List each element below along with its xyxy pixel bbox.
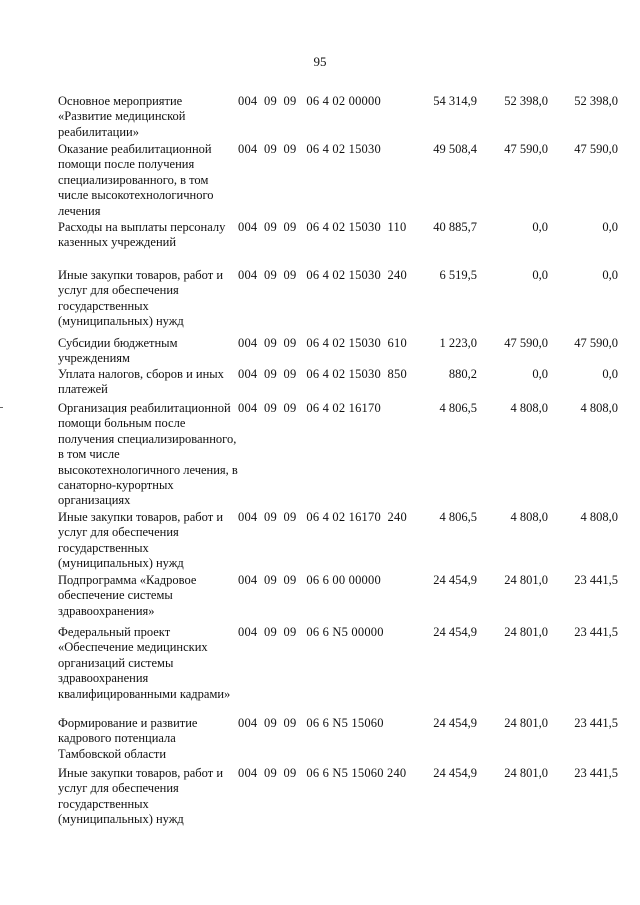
row-value-2: 0,0 bbox=[532, 220, 548, 234]
row-value-3: 47 590,0 bbox=[574, 142, 618, 156]
row-value-3: 4 808,0 bbox=[580, 401, 618, 415]
row-codes: 004 09 09 06 4 02 15030 110 bbox=[238, 220, 407, 234]
row-codes: 004 09 09 06 4 02 15030 240 bbox=[238, 268, 407, 282]
row-name: Федеральный проект «Обеспечение медицинских организаций системы здравоохранения квалифицированными кадрами» bbox=[58, 625, 231, 701]
row-value-1: 6 519,5 bbox=[439, 268, 477, 282]
row-value-2: 0,0 bbox=[532, 367, 548, 381]
page-number: 95 bbox=[313, 54, 327, 69]
row-name: Основное мероприятие «Развитие медицинской реабилитации» bbox=[58, 94, 186, 139]
row-codes: 004 09 09 06 4 02 15030 610 bbox=[238, 336, 407, 350]
row-codes: 004 09 09 06 6 00 00000 bbox=[238, 573, 381, 587]
row-codes: 004 09 09 06 4 02 15030 850 bbox=[238, 367, 407, 381]
row-value-3: 47 590,0 bbox=[574, 336, 618, 350]
row-codes: 004 09 09 06 4 02 15030 bbox=[238, 142, 381, 156]
row-value-3: 23 441,5 bbox=[574, 766, 618, 780]
row-value-3: 52 398,0 bbox=[574, 94, 618, 108]
row-value-2: 4 808,0 bbox=[510, 401, 548, 415]
row-value-2: 0,0 bbox=[532, 268, 548, 282]
row-codes: 004 09 09 06 6 N5 15060 bbox=[238, 716, 384, 730]
row-name: Иные закупки товаров, работ и услуг для обеспечения государственных (муниципальных) нужд bbox=[58, 268, 224, 329]
row-codes: 004 09 09 06 6 N5 15060 240 bbox=[238, 766, 407, 780]
row-value-1: 4 806,5 bbox=[439, 510, 477, 524]
row-name: Иные закупки товаров, работ и услуг для обеспечения государственных (муниципальных) нужд bbox=[58, 766, 224, 827]
row-value-2: 47 590,0 bbox=[504, 336, 548, 350]
row-value-3: 0,0 bbox=[602, 367, 618, 381]
row-value-1: 24 454,9 bbox=[433, 625, 477, 639]
row-value-1: 40 885,7 bbox=[433, 220, 477, 234]
scan-mark bbox=[0, 407, 3, 408]
row-name: Уплата налогов, сборов и иных платежей bbox=[58, 367, 224, 397]
row-value-3: 23 441,5 bbox=[574, 716, 618, 730]
row-value-1: 24 454,9 bbox=[433, 766, 477, 780]
row-name: Субсидии бюджетным учреждениям bbox=[58, 336, 178, 366]
row-name: Оказание реабилитационной помощи после получения специализированного, в том числе высокотехнологичного лечения bbox=[58, 142, 214, 218]
row-codes: 004 09 09 06 4 02 16170 bbox=[238, 401, 381, 415]
row-value-2: 24 801,0 bbox=[504, 625, 548, 639]
row-value-3: 23 441,5 bbox=[574, 625, 618, 639]
row-value-2: 47 590,0 bbox=[504, 142, 548, 156]
row-codes: 004 09 09 06 4 02 16170 240 bbox=[238, 510, 407, 524]
row-name: Подпрограмма «Кадровое обеспечение системы здравоохранения» bbox=[58, 573, 197, 618]
row-value-2: 24 801,0 bbox=[504, 716, 548, 730]
row-value-3: 23 441,5 bbox=[574, 573, 618, 587]
row-value-2: 4 808,0 bbox=[510, 510, 548, 524]
row-value-3: 0,0 bbox=[602, 220, 618, 234]
row-value-3: 4 808,0 bbox=[580, 510, 618, 524]
row-value-1: 54 314,9 bbox=[433, 94, 477, 108]
row-value-1: 880,2 bbox=[448, 367, 477, 381]
row-codes: 004 09 09 06 4 02 00000 bbox=[238, 94, 381, 108]
row-name: Расходы на выплаты персоналу казенных учреждений bbox=[58, 220, 226, 250]
row-value-3: 0,0 bbox=[602, 268, 618, 282]
row-value-1: 4 806,5 bbox=[439, 401, 477, 415]
row-value-1: 49 508,4 bbox=[433, 142, 477, 156]
row-codes: 004 09 09 06 6 N5 00000 bbox=[238, 625, 384, 639]
row-value-2: 24 801,0 bbox=[504, 766, 548, 780]
row-value-1: 1 223,0 bbox=[439, 336, 477, 350]
row-value-2: 52 398,0 bbox=[504, 94, 548, 108]
row-name: Организация реабилитационной помощи больным после получения специализированного, в том числе высокотехнологичного лечения, в санаторно-курортных организациях bbox=[58, 401, 238, 508]
row-value-1: 24 454,9 bbox=[433, 573, 477, 587]
row-value-1: 24 454,9 bbox=[433, 716, 477, 730]
row-name: Иные закупки товаров, работ и услуг для обеспечения государственных (муниципальных) нужд bbox=[58, 510, 224, 571]
row-value-2: 24 801,0 bbox=[504, 573, 548, 587]
row-name: Формирование и развитие кадрового потенциала Тамбовской области bbox=[58, 716, 198, 761]
